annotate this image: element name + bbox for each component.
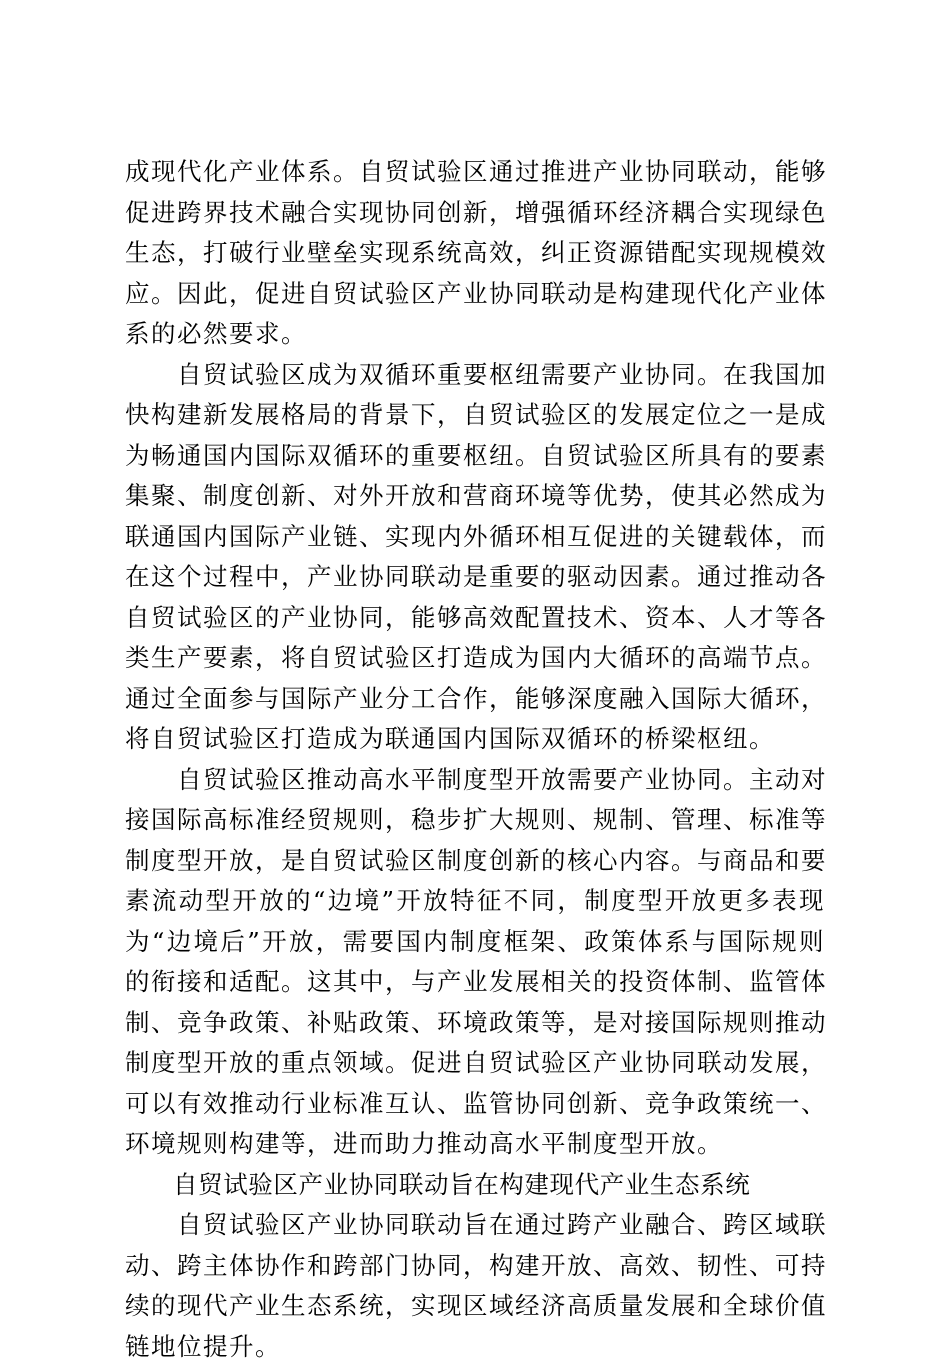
text-line: 生态，打破行业壁垒实现系统高效，纠正资源错配实现规模效 xyxy=(125,233,825,274)
text-line: 在这个过程中，产业协同联动是重要的驱动因素。通过推动各 xyxy=(125,557,825,598)
text-line: 促进跨界技术融合实现协同创新，增强循环经济耦合实现绿色 xyxy=(125,193,825,234)
text-line: 的衔接和适配。这其中，与产业发展相关的投资体制、监管体 xyxy=(125,962,825,1003)
text-line: 链地位提升。 xyxy=(125,1327,825,1367)
text-line: 为畅通国内国际双循环的重要枢纽。自贸试验区所具有的要素 xyxy=(125,436,825,477)
text-line: 联通国内国际产业链、实现内外循环相互促进的关键载体，而 xyxy=(125,517,825,558)
text-line: 制度型开放，是自贸试验区制度创新的核心内容。与商品和要 xyxy=(125,841,825,882)
text-line: 自贸试验区成为双循环重要枢纽需要产业协同。在我国加 xyxy=(125,355,825,396)
paragraph xyxy=(125,760,825,1165)
paragraph xyxy=(125,355,825,760)
text-line: 自贸试验区的产业协同，能够高效配置技术、资本、人才等各 xyxy=(125,598,825,639)
text-line: 通过全面参与国际产业分工合作，能够深度融入国际大循环， xyxy=(125,679,825,720)
paragraph xyxy=(125,152,825,355)
article-body xyxy=(125,152,825,1367)
heading-text: 自贸试验区产业协同联动旨在构建现代产业生态系统 xyxy=(125,1165,825,1206)
text-line: 快构建新发展格局的背景下，自贸试验区的发展定位之一是成 xyxy=(125,395,825,436)
text-line: 续的现代产业生态系统，实现区域经济高质量发展和全球价值 xyxy=(125,1286,825,1327)
text-line: 系的必然要求。 xyxy=(125,314,825,355)
text-line: 自贸试验区推动高水平制度型开放需要产业协同。主动对 xyxy=(125,760,825,801)
text-line: 动、跨主体协作和跨部门协同，构建开放、高效、韧性、可持 xyxy=(125,1246,825,1287)
text-line: 可以有效推动行业标准互认、监管协同创新、竞争政策统一、 xyxy=(125,1084,825,1125)
text-line: 为“边境后”开放，需要国内制度框架、政策体系与国际规则 xyxy=(125,922,825,963)
text-line: 素流动型开放的“边境”开放特征不同，制度型开放更多表现 xyxy=(125,881,825,922)
text-line: 将自贸试验区打造成为联通国内国际双循环的桥梁枢纽。 xyxy=(125,719,825,760)
text-line: 集聚、制度创新、对外开放和营商环境等优势，使其必然成为 xyxy=(125,476,825,517)
paragraph xyxy=(125,1205,825,1367)
text-line: 制度型开放的重点领域。促进自贸试验区产业协同联动发展， xyxy=(125,1043,825,1084)
text-line: 环境规则构建等，进而助力推动高水平制度型开放。 xyxy=(125,1124,825,1165)
section-heading xyxy=(125,1165,825,1206)
text-line: 类生产要素，将自贸试验区打造成为国内大循环的高端节点。 xyxy=(125,638,825,679)
text-line: 接国际高标准经贸规则，稳步扩大规则、规制、管理、标准等 xyxy=(125,800,825,841)
text-line: 成现代化产业体系。自贸试验区通过推进产业协同联动，能够 xyxy=(125,152,825,193)
text-line: 自贸试验区产业协同联动旨在通过跨产业融合、跨区域联 xyxy=(125,1205,825,1246)
text-line: 制、竞争政策、补贴政策、环境政策等，是对接国际规则推动 xyxy=(125,1003,825,1044)
text-line: 应。因此，促进自贸试验区产业协同联动是构建现代化产业体 xyxy=(125,274,825,315)
